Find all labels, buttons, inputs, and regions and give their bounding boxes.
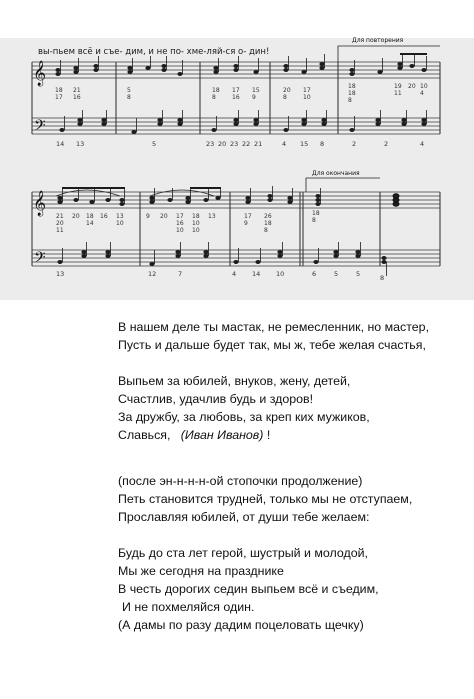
svg-text:13: 13 bbox=[76, 140, 85, 148]
svg-text:10: 10 bbox=[420, 83, 428, 90]
svg-text:20: 20 bbox=[283, 87, 291, 94]
bass-clef-icon: 𝄢 bbox=[34, 117, 46, 138]
verse-line: В нашем деле ты мастак, не ремесленник, но мастер, bbox=[118, 320, 430, 334]
svg-text:18: 18 bbox=[348, 90, 356, 97]
verse-line: Выпьем за юбилей, внуков, жену, детей, bbox=[118, 374, 351, 388]
verse-line: И не похмеляйся один. bbox=[122, 600, 255, 614]
svg-text:19: 19 bbox=[394, 83, 402, 90]
svg-text:18: 18 bbox=[264, 220, 272, 227]
treble-clef-icon: 𝄞 bbox=[33, 61, 47, 86]
svg-text:14: 14 bbox=[86, 220, 94, 227]
svg-text:6: 6 bbox=[312, 270, 317, 278]
svg-text:7: 7 bbox=[178, 270, 183, 278]
svg-text:8: 8 bbox=[320, 140, 325, 148]
svg-text:9: 9 bbox=[244, 220, 248, 227]
svg-text:11: 11 bbox=[394, 90, 402, 97]
svg-text:22: 22 bbox=[242, 140, 251, 148]
svg-text:9: 9 bbox=[252, 94, 256, 101]
svg-text:21: 21 bbox=[73, 87, 81, 94]
svg-text:8: 8 bbox=[127, 94, 131, 101]
verse-line: За дружбу, за любовь, за креп ких мужиков, bbox=[118, 410, 370, 424]
svg-text:10: 10 bbox=[192, 227, 200, 234]
ending-label: Для окончания bbox=[312, 170, 360, 177]
svg-text:20: 20 bbox=[160, 213, 168, 220]
svg-text:18: 18 bbox=[86, 213, 94, 220]
svg-text:5: 5 bbox=[334, 270, 339, 278]
svg-text:13: 13 bbox=[56, 270, 65, 278]
svg-text:18: 18 bbox=[212, 87, 220, 94]
honoree-name: (Иван Иванов) bbox=[180, 428, 264, 442]
verse-line: Петь становится трудней, только мы не отступаем, bbox=[118, 492, 413, 506]
svg-text:10: 10 bbox=[192, 220, 200, 227]
svg-text:10: 10 bbox=[276, 270, 285, 278]
svg-text:13: 13 bbox=[208, 213, 216, 220]
verse-line: Мы же сегодня на празднике bbox=[118, 564, 284, 578]
verse-line: Счастлив, удачлив будь и здоров! bbox=[118, 392, 314, 406]
svg-text:14: 14 bbox=[56, 140, 65, 148]
svg-text:5: 5 bbox=[152, 140, 157, 148]
svg-text:26: 26 bbox=[264, 213, 272, 220]
svg-text:18: 18 bbox=[312, 210, 320, 217]
svg-text:𝄞: 𝄞 bbox=[33, 191, 47, 216]
repeat-label: Для повторения bbox=[352, 37, 404, 44]
svg-text:20: 20 bbox=[218, 140, 227, 148]
svg-text:8: 8 bbox=[283, 94, 287, 101]
svg-text:13: 13 bbox=[116, 213, 124, 220]
svg-text:16: 16 bbox=[176, 220, 184, 227]
verse-line: (А дамы по разу дадим поцеловать щечку) bbox=[118, 618, 364, 632]
verse-line: Пусть и дальше будет так, мы ж, тебе желая счастья, bbox=[118, 338, 426, 352]
svg-text:10: 10 bbox=[303, 94, 311, 101]
svg-text:17: 17 bbox=[303, 87, 311, 94]
verse-line bbox=[118, 426, 468, 444]
svg-text:10: 10 bbox=[116, 220, 124, 227]
sheet-music-image bbox=[0, 0, 474, 300]
svg-text:17: 17 bbox=[55, 94, 63, 101]
svg-text:18: 18 bbox=[348, 83, 356, 90]
song-lyrics bbox=[118, 318, 468, 634]
svg-text:8: 8 bbox=[312, 217, 316, 224]
verse-suffix: ! bbox=[266, 428, 271, 442]
svg-text:16: 16 bbox=[73, 94, 81, 101]
svg-text:23: 23 bbox=[230, 140, 239, 148]
svg-text:8: 8 bbox=[264, 227, 268, 234]
svg-text:8: 8 bbox=[212, 94, 216, 101]
svg-text:9: 9 bbox=[146, 213, 150, 220]
verse-prefix: Славься, bbox=[118, 428, 171, 442]
svg-text:2: 2 bbox=[384, 140, 389, 148]
svg-text:4: 4 bbox=[232, 270, 237, 278]
svg-text:8: 8 bbox=[380, 274, 385, 282]
svg-text:20: 20 bbox=[56, 220, 64, 227]
svg-text:16: 16 bbox=[100, 213, 108, 220]
verse-line: (после эн-н-н-н-ой стопочки продолжение) bbox=[118, 474, 363, 488]
svg-text:18: 18 bbox=[55, 87, 63, 94]
svg-text:17: 17 bbox=[232, 87, 240, 94]
svg-text:12: 12 bbox=[148, 270, 157, 278]
svg-text:16: 16 bbox=[232, 94, 240, 101]
verse-line: Будь до ста лет герой, шустрый и молодой, bbox=[118, 546, 368, 560]
svg-text:15: 15 bbox=[252, 87, 260, 94]
svg-text:20: 20 bbox=[408, 83, 416, 90]
svg-text:14: 14 bbox=[252, 270, 261, 278]
svg-text:4: 4 bbox=[420, 90, 424, 97]
svg-text:23: 23 bbox=[206, 140, 215, 148]
svg-text:4: 4 bbox=[282, 140, 287, 148]
svg-text:18: 18 bbox=[192, 213, 200, 220]
score-lyrics-line: вы-пьем всё и съе- дим, и не по- хме-ляй-ся о- дин! bbox=[38, 47, 270, 57]
svg-text:15: 15 bbox=[300, 140, 309, 148]
verse-line: В честь дорогих седин выпьем всё и съедим, bbox=[118, 582, 379, 596]
svg-text:11: 11 bbox=[56, 227, 64, 234]
svg-text:21: 21 bbox=[254, 140, 263, 148]
svg-text:20: 20 bbox=[72, 213, 80, 220]
svg-text:10: 10 bbox=[176, 227, 184, 234]
svg-text:5: 5 bbox=[127, 87, 131, 94]
svg-text:17: 17 bbox=[176, 213, 184, 220]
svg-text:2: 2 bbox=[352, 140, 357, 148]
verse-line: Прославляя юбилей, от души тебе желаем: bbox=[118, 510, 370, 524]
svg-text:5: 5 bbox=[356, 270, 361, 278]
svg-text:21: 21 bbox=[56, 213, 64, 220]
svg-text:𝄢: 𝄢 bbox=[34, 249, 46, 270]
svg-text:8: 8 bbox=[348, 97, 352, 104]
svg-text:4: 4 bbox=[420, 140, 425, 148]
svg-text:17: 17 bbox=[244, 213, 252, 220]
